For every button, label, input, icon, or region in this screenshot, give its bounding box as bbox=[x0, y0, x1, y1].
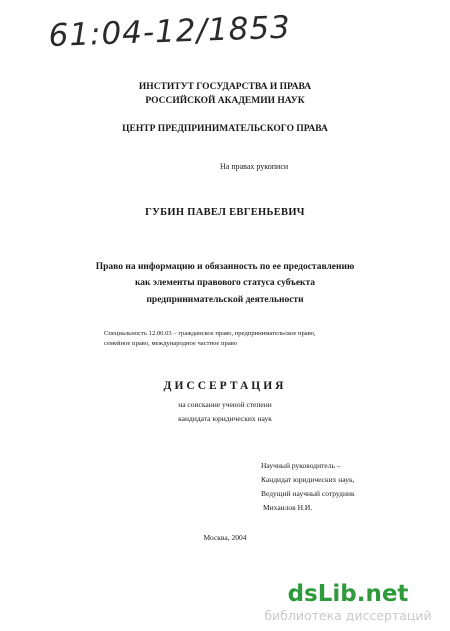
degree-line1: на соискание ученой степени bbox=[178, 400, 272, 409]
institute-name-line1: ИНСТИТУТ ГОСУДАРСТВА И ПРАВА bbox=[138, 82, 312, 92]
degree-line2: кандидата юридических наук bbox=[178, 414, 272, 423]
specialty-line1: Специальность 12.00.03 – гражданское право, предпринимательское право, bbox=[104, 330, 316, 337]
supervisor-line3: Ведущий научный сотрудник bbox=[261, 489, 355, 498]
center-name: ЦЕНТР ПРЕДПРИНИМАТЕЛЬСКОГО ПРАВА bbox=[122, 124, 328, 134]
handwritten-catalog-number: 61:04-12/1853 bbox=[48, 9, 292, 54]
watermark-subtitle: библиотека диссертаций bbox=[264, 608, 432, 623]
supervisor-line4: Михаилов Н.И. bbox=[263, 503, 313, 512]
supervisor-line1: Научный руководитель – bbox=[261, 461, 341, 470]
watermark-title: dsLib.net bbox=[287, 581, 409, 607]
place-year: Москва, 2004 bbox=[203, 533, 247, 542]
dissertation-title-line1: Право на информацию и обязанность по ее предоставлению bbox=[95, 262, 355, 272]
watermark-logo bbox=[258, 582, 438, 623]
specialty-line2: семейное право, международное частное право bbox=[104, 340, 238, 347]
institute-name-line2: РОССИЙСКОЙ АКАДЕМИИ НАУК bbox=[145, 96, 305, 106]
dissertation-heading: ДИССЕРТАЦИЯ bbox=[163, 380, 287, 392]
manuscript-note: На правах рукописи bbox=[220, 162, 289, 171]
supervisor-line2: Кандидат юридических наук, bbox=[261, 475, 355, 484]
dissertation-title-line2: как элементы правового статуса субъекта bbox=[134, 278, 316, 288]
dissertation-title-line3: предпринимательской деятельности bbox=[146, 295, 304, 305]
author-name: ГУБИН ПАВЕЛ ЕВГЕНЬЕВИЧ bbox=[145, 207, 305, 218]
